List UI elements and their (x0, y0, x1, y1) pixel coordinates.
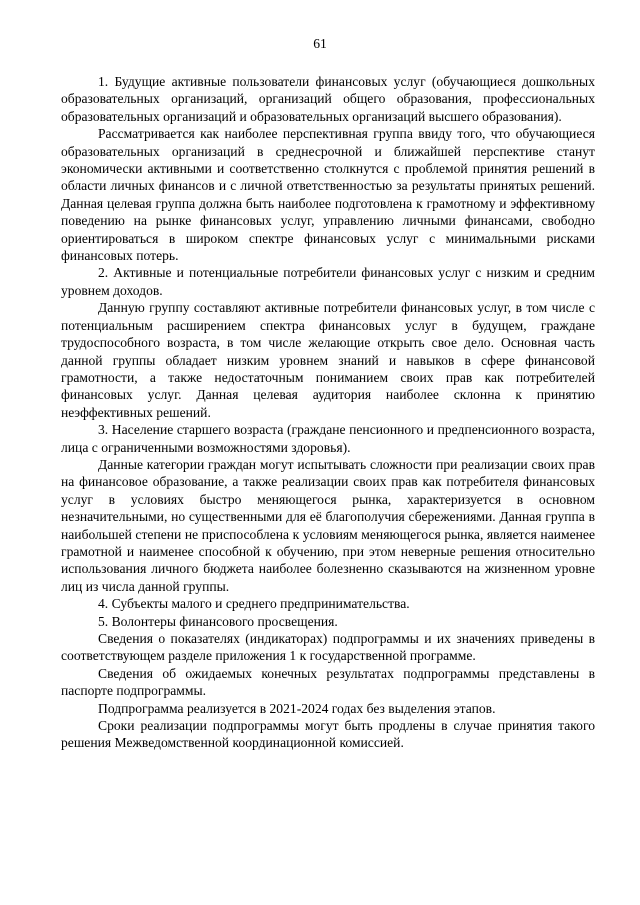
document-body (61, 73, 595, 752)
paragraph-expected-results: Сведения об ожидаемых конечных результатах подпрограммы представлены в паспорте подпрограммы. (61, 665, 595, 699)
paragraph-indicators: Сведения о показателях (индикаторах) подпрограммы и их значениях приведены в соответствующем разделе приложения 1 к государственной программе. (61, 631, 595, 664)
page-number: 61 (313, 36, 327, 51)
paragraph-group-3-title: 3. Население старшего возраста (граждане пенсионного и предпенсионного возраста, лица с ограниченными возможностями здоровья). (61, 422, 595, 455)
paragraph-group-2-title: 2. Активные и потенциальные потребители финансовых услуг с низким и средним уровнем доходов. (61, 265, 595, 298)
paragraph-group-4-title: 4. Субъекты малого и среднего предпринимательства. (98, 596, 410, 612)
paragraph-group-2-description: Данную группу составляют активные потребители финансовых услуг, в том числе с потенциальным расширением спектра финансовых услуг в будущем, граждане трудоспособного возраста, в том числе желающие открыть свое дело. Основная часть данной группы обладает низким уровнем знаний и навыков в сфере финансовой грамотности, а также недостаточным пониманием своих прав как потребителей финансовых услуг. Данная целевая аудитория наиболее склонна к принятию неэффективных решений. (61, 300, 595, 420)
paragraph-group-3-description: Данные категории граждан могут испытывать сложности при реализации своих прав на финансовое образование, а также реализации своих прав как потребителя финансовых услуг в условиях быстро меняющегося рынка, характеризуется в основном незначительными, но существенными для её благополучия сбережениями. Данная группа в наибольшей степени не приспособлена к условиям меняющегося рынка, является наименее грамотной и наименее способной к обучению, при этом неверные решения относительно использования личного бюджета наиболее болезненно сказываются на жизненном уровне лиц из числа данной группы. (61, 456, 595, 594)
paragraph-group-1-title: 1. Будущие активные пользователи финансовых услуг (обучающиеся дошкольных образовательных организаций, организаций общего образования, профессиональных образовательных организаций и образовательных организаций высшего образования). (61, 74, 595, 124)
paragraph-implementation-period: Подпрограмма реализуется в 2021-2024 годах без выделения этапов. (98, 700, 496, 716)
paragraph-extension: Сроки реализации подпрограммы могут быть продлены в случае принятия такого решения Межведомственной координационной комиссией. (61, 718, 595, 751)
paragraph-group-1-description: Рассматривается как наиболее перспективная группа ввиду того, что обучающиеся образовательных организаций в среднесрочной и ближайшей перспективе станут экономически активными и соответственно столкнутся с проблемой принятия решений в области личных финансов и с личной ответственностью за результаты принятых решений. Данная целевая группа должна быть наиболее подготовлена к грамотному и эффективному поведению на рынке финансовых услуг, управлению личными финансами, свободно ориентироваться в широком спектре финансовых услуг с минимальными рисками финансовых потерь. (61, 126, 595, 264)
paragraph-group-5-title: 5. Волонтеры финансового просвещения. (98, 613, 338, 629)
